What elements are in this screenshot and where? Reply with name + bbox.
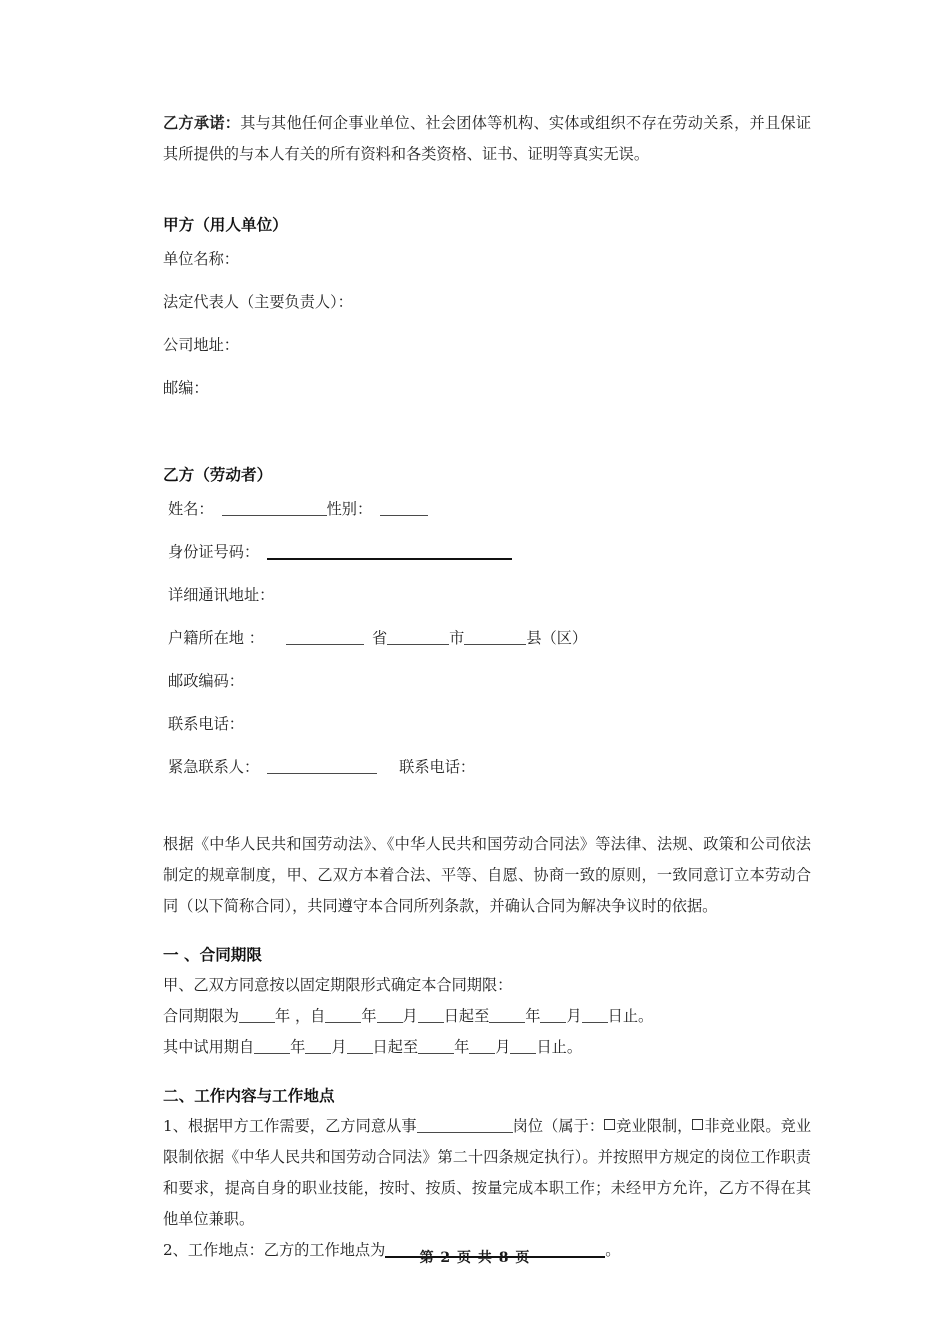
probation-m1-label: 月 bbox=[331, 1038, 347, 1056]
party-b-address-field bbox=[163, 584, 811, 606]
party-b-hukou-field bbox=[163, 627, 811, 649]
spacer bbox=[163, 170, 811, 210]
spacer bbox=[163, 1063, 811, 1081]
term-d2-label: 日止。 bbox=[607, 1007, 654, 1025]
item2-suffix-label: 。 bbox=[605, 1241, 621, 1259]
term-year-label: 年 ，自 bbox=[274, 1007, 326, 1025]
party-b-id-label: 身份证号码： bbox=[168, 543, 260, 561]
employee-promise-label: 乙方承诺： bbox=[163, 114, 241, 132]
party-a-unit-name-label: 单位名称： bbox=[163, 250, 239, 268]
party-b-postcode-field bbox=[163, 670, 811, 692]
term-m1-label: 月 bbox=[402, 1007, 418, 1025]
party-a-postcode-field bbox=[163, 377, 811, 399]
item2-prefix-label: 2、工作地点：乙方的工作地点为 bbox=[163, 1241, 386, 1259]
term-prefix-label: 合同期限为 bbox=[163, 1007, 239, 1025]
term-end-day-input[interactable] bbox=[582, 1009, 608, 1023]
party-b-gender-label: 性别： bbox=[326, 500, 373, 518]
party-b-title: 乙方（劳动者） bbox=[163, 465, 273, 484]
probation-y1-label: 年 bbox=[290, 1038, 306, 1056]
party-a-company-address-label: 公司地址： bbox=[163, 336, 239, 354]
term-d1-label: 日起至 bbox=[443, 1007, 490, 1025]
probation-start-year-input[interactable] bbox=[254, 1040, 290, 1054]
term-start-day-input[interactable] bbox=[418, 1009, 444, 1023]
non-restricted-checkbox[interactable] bbox=[692, 1119, 703, 1130]
item1-part2-label: 岗位（属于： bbox=[512, 1117, 605, 1135]
term-y2-label: 年 bbox=[525, 1007, 541, 1025]
probation-start-day-input[interactable] bbox=[347, 1040, 373, 1054]
probation-end-year-input[interactable] bbox=[418, 1040, 454, 1054]
job-position-input[interactable] bbox=[417, 1119, 513, 1133]
page-footer: 第 2 页 共 8 页 bbox=[419, 1250, 531, 1266]
probation-d1-label: 日起至 bbox=[372, 1038, 419, 1056]
party-b-id-input[interactable] bbox=[267, 543, 512, 560]
checkbox2-label: 非竞业限。竞业限制依据《中华人民共和国劳动合同法》第二十四条规定执行）。并按照甲方规定的岗位工作职责和要求，提高自身的职业技能，按时、按质、按量完成本职工作；未经甲方允许，乙方不得在其他单位兼职。 bbox=[163, 1117, 812, 1228]
party-b-hukou-county-input[interactable] bbox=[464, 630, 526, 645]
section-two-heading: 二、工作内容与工作地点 bbox=[163, 1086, 335, 1105]
spacer bbox=[163, 420, 811, 460]
probation-prefix-label: 其中试用期自 bbox=[163, 1038, 255, 1056]
party-a-title: 甲方（用人单位） bbox=[163, 215, 288, 234]
party-b-block bbox=[163, 460, 811, 778]
term-start-year-input[interactable] bbox=[325, 1009, 361, 1023]
probation-start-month-input[interactable] bbox=[305, 1040, 331, 1054]
probation-y2-label: 年 bbox=[454, 1038, 470, 1056]
party-b-hukou-city-input[interactable] bbox=[387, 630, 449, 645]
term-m2-label: 月 bbox=[566, 1007, 582, 1025]
non-compete-checkbox[interactable] bbox=[604, 1119, 615, 1130]
party-b-emergency-phone-label: 联系电话： bbox=[399, 758, 476, 776]
party-b-postcode-label: 邮政编码： bbox=[168, 672, 244, 690]
party-b-hukou-label: 户籍所在地 ： bbox=[168, 629, 264, 647]
spacer bbox=[163, 799, 811, 829]
party-b-phone-field bbox=[163, 713, 811, 735]
party-a-postcode-label: 邮编： bbox=[163, 379, 209, 397]
party-b-emergency-field bbox=[163, 756, 811, 778]
party-b-hukou-province-input[interactable] bbox=[286, 630, 364, 645]
party-b-emergency-name-input[interactable] bbox=[267, 759, 377, 774]
section-two-item1 bbox=[163, 1111, 811, 1235]
section-one-heading: 一 、合同期限 bbox=[163, 945, 262, 964]
party-b-name-input[interactable] bbox=[222, 501, 327, 516]
section-one-probation-line bbox=[163, 1032, 811, 1063]
party-b-gender-input[interactable] bbox=[380, 501, 428, 516]
party-b-phone-label: 联系电话： bbox=[168, 715, 244, 733]
employee-promise-paragraph bbox=[163, 108, 811, 170]
party-b-name-gender-field bbox=[163, 498, 811, 520]
party-a-block bbox=[163, 210, 811, 399]
term-end-month-input[interactable] bbox=[540, 1009, 566, 1023]
spacer bbox=[163, 922, 811, 940]
section-one-term-line bbox=[163, 1001, 811, 1032]
party-b-hukou-city-label: 市 bbox=[449, 629, 465, 647]
party-b-hukou-county-label: 县（区） bbox=[526, 629, 588, 647]
employee-promise-text: 其与其他任何企事业单位、社会团体等机构、实体或组织不存在劳动关系，并且保证其所提供的与本人有关的所有资料和各类资格、证书、证明等真实无误。 bbox=[163, 114, 812, 163]
item1-part1-label: 1、根据甲方工作需要，乙方同意从事 bbox=[163, 1117, 417, 1135]
preamble-paragraph: 根据《中华人民共和国劳动法》、《中华人民共和国劳动合同法》等法律、法规、政策和公司依法制定的规章制度，甲、乙双方本着合法、平等、自愿、协商一致的原则，一致同意订立本劳动合同（以下简称合同），共同遵守本合同所列条款，并确认合同为解决争议时的依据。 bbox=[163, 835, 811, 915]
party-a-legal-rep-field bbox=[163, 291, 811, 313]
term-start-month-input[interactable] bbox=[377, 1009, 403, 1023]
party-a-legal-rep-label: 法定代表人（主要负责人）： bbox=[163, 293, 353, 311]
section-two bbox=[163, 1081, 811, 1266]
section-one-line1: 甲、乙双方同意按以固定期限形式确定本合同期限： bbox=[163, 976, 513, 994]
probation-end-day-input[interactable] bbox=[510, 1040, 536, 1054]
party-b-name-label: 姓名： bbox=[168, 500, 214, 518]
party-b-hukou-province-label: 省 bbox=[371, 629, 388, 647]
party-b-id-field bbox=[163, 541, 811, 563]
party-b-address-label: 详细通讯地址： bbox=[168, 586, 275, 604]
probation-m2-label: 月 bbox=[495, 1038, 511, 1056]
party-b-emergency-label: 紧急联系人： bbox=[168, 758, 260, 776]
checkbox1-label: 竞业限制， bbox=[616, 1117, 693, 1135]
probation-d2-label: 日止。 bbox=[536, 1038, 582, 1056]
party-a-unit-name-field bbox=[163, 248, 811, 270]
section-one bbox=[163, 940, 811, 1063]
term-end-year-input[interactable] bbox=[489, 1009, 525, 1023]
document-body bbox=[163, 108, 811, 1266]
term-y1-label: 年 bbox=[361, 1007, 377, 1025]
probation-end-month-input[interactable] bbox=[469, 1040, 495, 1054]
party-a-company-address-field bbox=[163, 334, 811, 356]
term-duration-input[interactable] bbox=[239, 1009, 275, 1023]
